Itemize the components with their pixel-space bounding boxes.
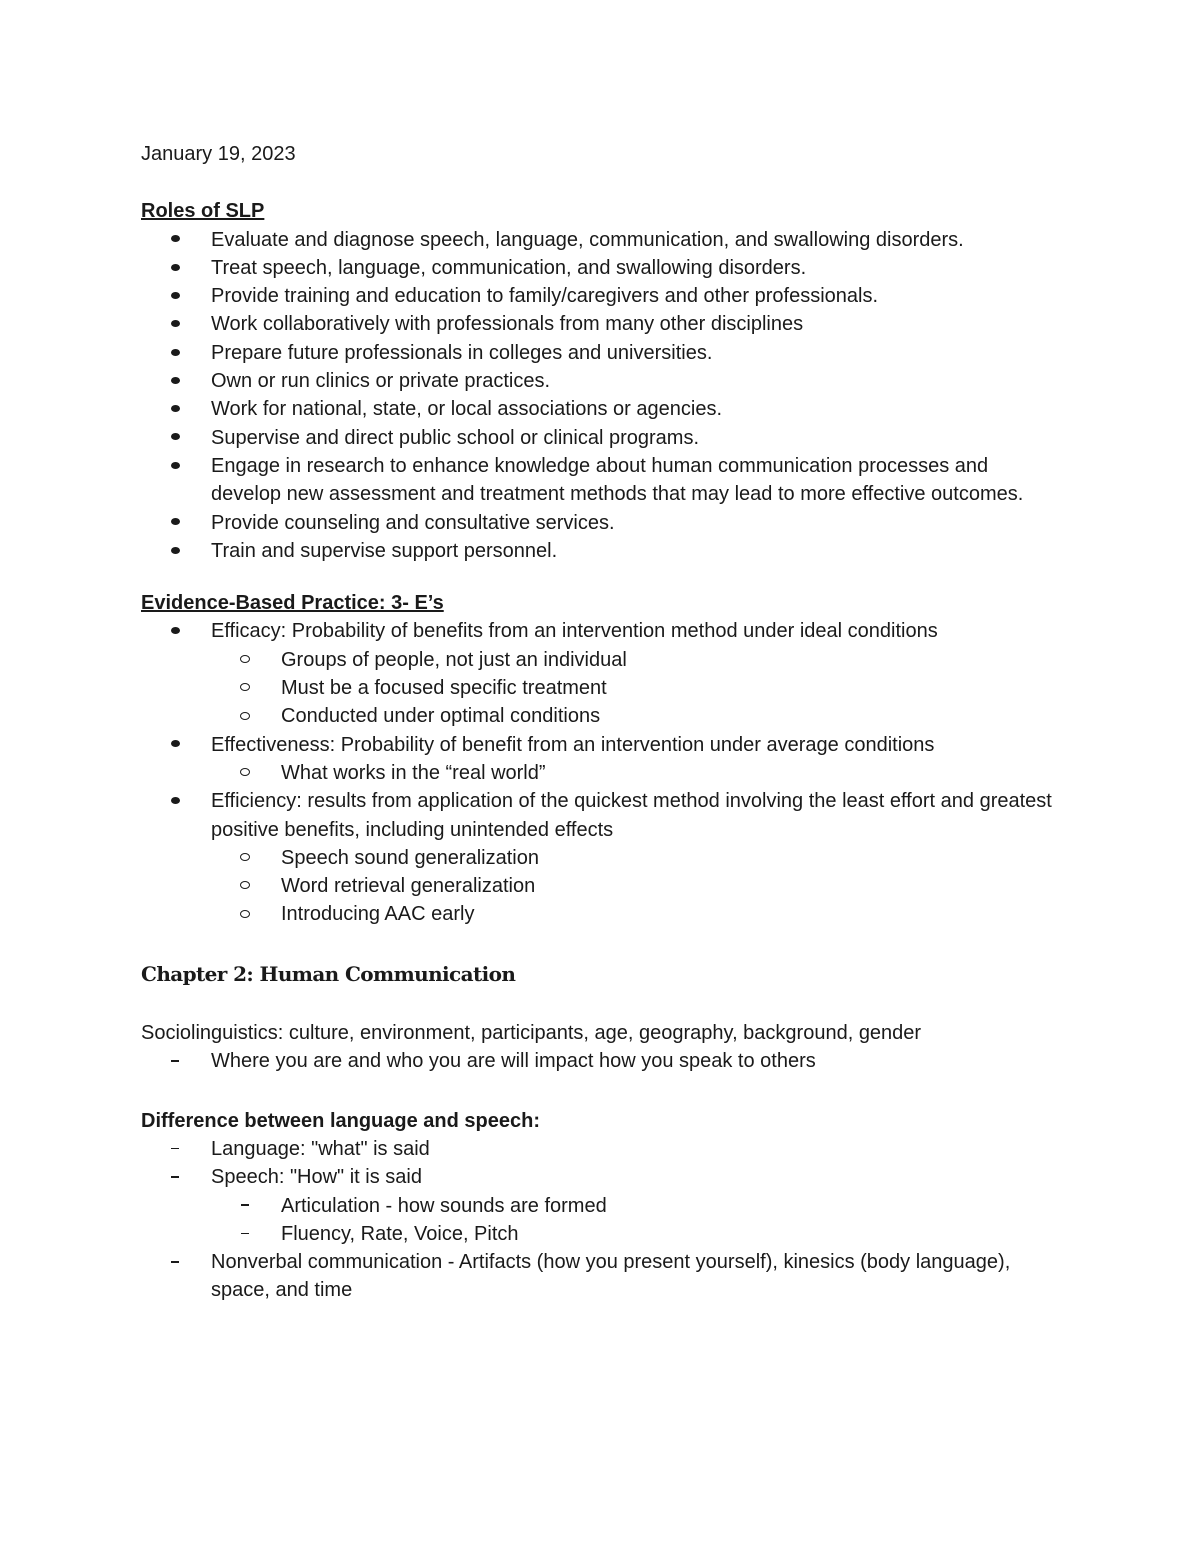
bullet-circle-icon: [235, 844, 255, 872]
bullet-disc-icon: [165, 226, 185, 254]
difference-list: [141, 1135, 1061, 1305]
date-line: January 19, 2023: [141, 143, 296, 165]
list-item: Work collaboratively with professionals from many other disciplines: [141, 310, 1061, 338]
list-item: Provide counseling and consultative services.: [141, 509, 1061, 537]
bullet-dash-icon: [165, 1163, 185, 1191]
list-item: Train and supervise support personnel.: [141, 537, 1061, 565]
bullet-disc-icon: [165, 282, 185, 310]
ebp-sublist: [211, 844, 1061, 929]
bullet-circle-icon: [235, 702, 255, 730]
list-item: Engage in research to enhance knowledge about human communication processes and develop new assessment and treatment methods that may lead to more effective outcomes.: [141, 452, 1061, 509]
bullet-disc-icon: [165, 310, 185, 338]
bullet-circle-icon: [235, 759, 255, 787]
list-item: Fluency, Rate, Voice, Pitch: [211, 1220, 1061, 1248]
bullet-disc-icon: [165, 537, 185, 565]
chapter-title: Chapter 2: Human Communication: [141, 961, 516, 986]
ebp-sublist: [211, 759, 1061, 787]
list-item: Must be a focused specific treatment: [211, 674, 1061, 702]
bullet-disc-icon: [165, 452, 185, 480]
list-item: Speech sound generalization: [211, 844, 1061, 872]
bullet-dash-icon: [165, 1135, 185, 1163]
list-item: Work for national, state, or local associations or agencies.: [141, 395, 1061, 423]
difference-heading: Difference between language and speech:: [141, 1109, 540, 1132]
bullet-disc-icon: [165, 339, 185, 367]
ebp-heading: Evidence-Based Practice: 3- E’s: [141, 592, 444, 615]
roles-list: [141, 226, 1061, 566]
list-item: Provide training and education to family/caregivers and other professionals.: [141, 282, 1061, 310]
bullet-dash-icon: [235, 1192, 255, 1220]
list-item: Effectiveness: Probability of benefit from an intervention under average conditions What works in the “real world”: [141, 731, 1061, 788]
list-item: Speech: "How" it is said Articulation - how sounds are formed Fluency, Rate, Voice, Pitch: [141, 1163, 1061, 1248]
bullet-circle-icon: [235, 646, 255, 674]
bullet-disc-icon: [165, 509, 185, 537]
bullet-dash-icon: [165, 1047, 185, 1075]
spacer: [141, 929, 1061, 960]
bullet-disc-icon: [165, 367, 185, 395]
list-item: Groups of people, not just an individual: [211, 646, 1061, 674]
socio-text: Sociolinguistics: culture, environment, participants, age, geography, background, gender: [141, 1022, 922, 1045]
roles-section: [141, 197, 1061, 565]
list-item: Efficiency: results from application of the quickest method involving the least effort and greatest positive benefits, including unintended effects Speech sound generalization Word retrieval generalization Introducing AAC early: [141, 787, 1061, 928]
bullet-circle-icon: [235, 674, 255, 702]
spacer: [141, 988, 1061, 1019]
bullet-dash-icon: [165, 1248, 185, 1276]
list-item: Introducing AAC early: [211, 900, 1061, 928]
ebp-sublist: [211, 646, 1061, 731]
list-item: Prepare future professionals in colleges and universities.: [141, 339, 1061, 367]
list-item: Where you are and who you are will impact how you speak to others: [141, 1047, 1061, 1075]
list-item: Word retrieval generalization: [211, 872, 1061, 900]
ebp-section: [141, 589, 1061, 929]
bullet-disc-icon: [165, 617, 185, 645]
difference-section: [141, 1107, 1061, 1305]
document-page: [141, 140, 1061, 1305]
socio-list: [141, 1047, 1061, 1075]
socio-section: [141, 1019, 1061, 1076]
spacer: [141, 168, 1061, 197]
list-item: Articulation - how sounds are formed: [211, 1192, 1061, 1220]
bullet-disc-icon: [165, 787, 185, 815]
bullet-circle-icon: [235, 900, 255, 928]
spacer: [141, 1076, 1061, 1107]
list-item: Treat speech, language, communication, and swallowing disorders.: [141, 254, 1061, 282]
list-item: What works in the “real world”: [211, 759, 1061, 787]
list-item: Nonverbal communication - Artifacts (how you present yourself), kinesics (body language), space, and time: [141, 1248, 1061, 1305]
bullet-disc-icon: [165, 254, 185, 282]
list-item: Efficacy: Probability of benefits from an intervention method under ideal conditions Groups of people, not just an individual Must be a focused specific treatment Conducted under optimal conditions: [141, 617, 1061, 730]
bullet-circle-icon: [235, 872, 255, 900]
ebp-list: [141, 617, 1061, 928]
roles-heading: Roles of SLP: [141, 200, 265, 223]
bullet-disc-icon: [165, 731, 185, 759]
spacer: [141, 565, 1061, 589]
list-item: Supervise and direct public school or clinical programs.: [141, 424, 1061, 452]
list-item: Language: "what" is said: [141, 1135, 1061, 1163]
list-item: Own or run clinics or private practices.: [141, 367, 1061, 395]
bullet-disc-icon: [165, 395, 185, 423]
difference-sublist: [211, 1192, 1061, 1249]
bullet-disc-icon: [165, 424, 185, 452]
list-item: Conducted under optimal conditions: [211, 702, 1061, 730]
list-item: Evaluate and diagnose speech, language, communication, and swallowing disorders.: [141, 226, 1061, 254]
bullet-dash-icon: [235, 1220, 255, 1248]
